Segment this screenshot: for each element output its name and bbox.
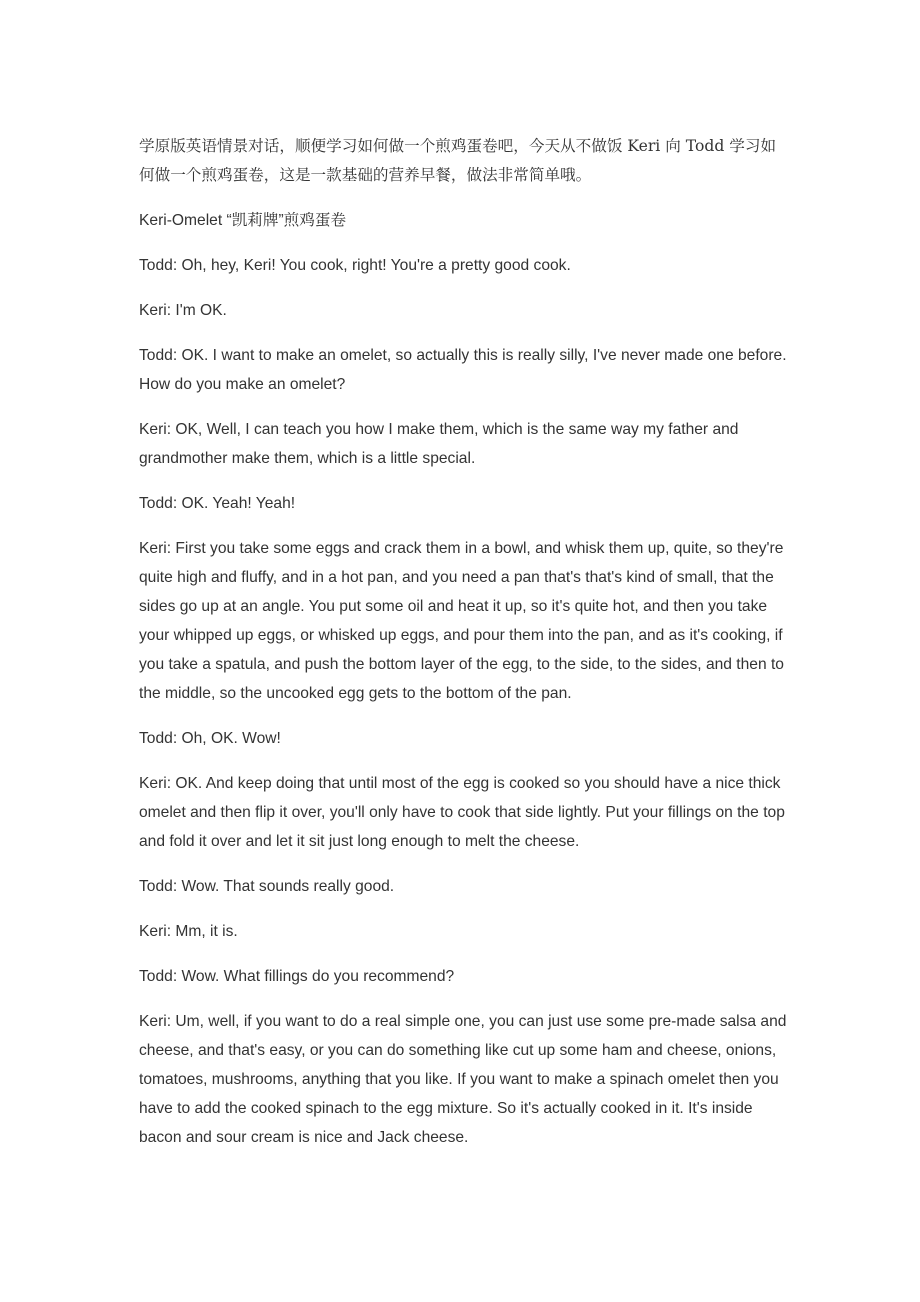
- dialogue-line: Keri: OK. And keep doing that until most of the egg is cooked so you should have a nice thick omelet and then flip it over, you'll only have to cook that side lightly. Put your fillings on the top and fold it over and let it sit just long enough to melt the cheese.: [139, 775, 785, 850]
- dialogue-line: Keri: Um, well, if you want to do a real simple one, you can just use some pre-made salsa and cheese, and that's easy, or you can do something like cut up some ham and cheese, onions, tomatoes, mushrooms, anything that you like. If you want to make a spinach omelet then you have to add the cooked spinach to the egg mixture. So it's actually cooked in it. It's inside bacon and sour cream is nice and Jack cheese.: [139, 1013, 787, 1146]
- dialogue-line: Todd: Wow. That sounds really good.: [139, 878, 395, 895]
- dialogue-line: Keri: OK, Well, I can teach you how I make them, which is the same way my father and grandmother make them, which is a little special.: [139, 421, 739, 467]
- dialogue-line: Todd: OK. Yeah! Yeah!: [139, 495, 296, 512]
- document-page: [139, 132, 789, 1168]
- intro-paragraph: 学原版英语情景对话，顺便学习如何做一个煎鸡蛋卷吧，今天从不做饭 Keri 向 Todd 学习如何做一个煎鸡蛋卷，这是一款基础的营养早餐，做法非常简单哦。: [139, 137, 777, 184]
- dialogue-line: Keri: I'm OK.: [139, 302, 227, 319]
- dialogue-line: Keri: Mm, it is.: [139, 923, 238, 940]
- dialogue-title: Keri-Omelet “凯莉牌”煎鸡蛋卷: [139, 212, 347, 229]
- dialogue-line: Todd: Wow. What fillings do you recommend?: [139, 968, 455, 985]
- dialogue-line: Todd: OK. I want to make an omelet, so actually this is really silly, I've never made one before. How do you make an omelet?: [139, 347, 787, 393]
- dialogue-line: Keri: First you take some eggs and crack them in a bowl, and whisk them up, quite, so they're quite high and fluffy, and in a hot pan, and you need a pan that's that's kind of small, that the sides go up at an angle. You put some oil and heat it up, so it's quite hot, and then you take your whipped up eggs, or whisked up eggs, and pour them into the pan, and as it's cooking, if you take a spatula, and push the bottom layer of the egg, to the side, to the sides, and then to the middle, so the uncooked egg gets to the bottom of the pan.: [139, 540, 784, 702]
- dialogue-line: Todd: Oh, OK. Wow!: [139, 730, 281, 747]
- dialogue-line: Todd: Oh, hey, Keri! You cook, right! You're a pretty good cook.: [139, 257, 571, 274]
